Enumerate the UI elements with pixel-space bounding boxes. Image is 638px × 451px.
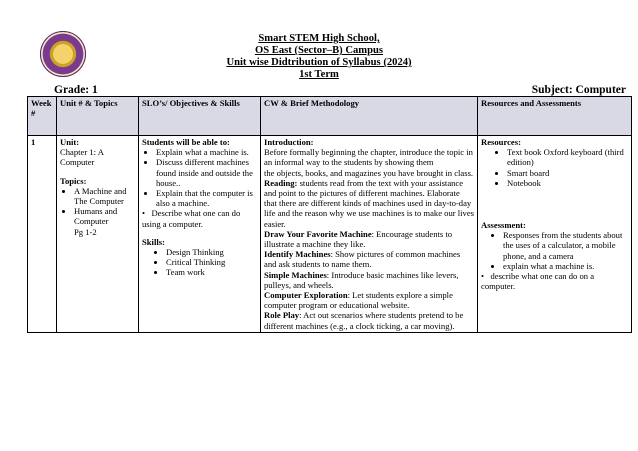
cw-paragraph: Reading: students read from the text with your assistance and point to the pictures of different machines. Elaborate xyxy=(264,177,464,199)
table-row xyxy=(28,136,632,333)
cw-paragraph: the objects, books, and magazines you have brought in class. xyxy=(264,167,474,178)
col-header-unit: Unit # & Topics xyxy=(57,97,139,136)
topics-list xyxy=(60,186,135,227)
list-item: • explain what a machine is. xyxy=(503,261,628,271)
unit-cell xyxy=(57,136,139,333)
campus-name: OS East (Sector–B) Campus xyxy=(254,45,383,56)
cw-paragraph: Computer Exploration: Let students explore a simple computer program or educational website. xyxy=(264,290,453,311)
list-item: • Humans and Computer xyxy=(74,206,135,226)
list-item: • Text book Oxford keyboard (third edition) xyxy=(507,147,628,167)
list-item: • Explain that the computer is also a machine. xyxy=(156,188,257,208)
col-header-week: Week # xyxy=(28,97,57,136)
cw-paragraph: Before formally beginning the chapter, introduce the topic in an informal way to the students by showing them xyxy=(264,147,473,168)
list-item: • Discuss different machines found inside and outside the house.. xyxy=(156,157,257,188)
col-header-resources: Resources and Assessments xyxy=(478,97,632,136)
skills-list xyxy=(142,247,257,278)
slo-list xyxy=(142,147,257,208)
col-header-slo: SLO’s/ Objectives & Skills xyxy=(139,97,261,136)
resources-cell xyxy=(478,136,632,333)
topics-label: Topics: xyxy=(60,175,87,186)
list-item: • Smart board xyxy=(507,168,628,178)
list-item: • Explain what a machine is. xyxy=(156,147,257,157)
list-item: • A Machine and The Computer xyxy=(74,186,135,206)
assessment-label: Assessment: xyxy=(481,220,526,231)
assessment-list xyxy=(481,230,628,271)
slo-extra: • Describe what one can do using a computer. xyxy=(142,208,241,229)
unit-label: Unit: xyxy=(60,137,80,147)
syllabus-table xyxy=(27,96,632,333)
week-cell: 1 xyxy=(28,136,57,333)
pages-label: Pg 1-2 xyxy=(74,226,97,237)
list-item: • Responses from the students about the uses of a calculator, a mobile phone, and a camera xyxy=(503,230,628,261)
resources-label: Resources: xyxy=(481,137,521,147)
cw-paragraph: Role Play: Act out scenarios where students pretend to be different machines (e.g., a clock ticking, a car moving). xyxy=(264,310,464,331)
skills-label: Skills: xyxy=(142,236,165,247)
term-label: 1st Term xyxy=(299,69,339,80)
resources-list xyxy=(481,147,628,188)
slo-cell xyxy=(139,136,261,333)
subject-label: Subject: Computer xyxy=(531,84,626,96)
col-header-cw: CW & Brief Methodology xyxy=(261,97,478,136)
cw-paragraph: Simple Machines: Introduce basic machines like levers, pulleys, and wheels. xyxy=(264,269,459,290)
cw-paragraph: Identify Machines: Show pictures of common machines and ask students to name them. xyxy=(264,249,461,270)
assessment-extra: • describe what one can do on a computer. xyxy=(481,271,595,292)
cw-paragraph: that there are different kinds of machines used in day-to-day life and the reason why we use machines is to make our lives easier. xyxy=(264,198,475,229)
table-header-row xyxy=(28,97,632,136)
list-item: • Team work xyxy=(166,267,257,277)
list-item: • Notebook xyxy=(507,178,628,188)
slo-intro: Students will be able to: xyxy=(142,137,230,147)
grade-label: Grade: 1 xyxy=(54,84,98,96)
document-title: Unit wise Didtribution of Syllabus (2024) xyxy=(226,57,412,68)
cw-paragraph: Introduction: xyxy=(264,137,314,147)
list-item: • Critical Thinking xyxy=(166,257,257,267)
cw-cell xyxy=(261,136,478,333)
cw-paragraph: Draw Your Favorite Machine: Encourage students to illustrate a machine they like. xyxy=(264,228,453,250)
unit-value: Chapter 1: A Computer xyxy=(60,147,104,168)
list-item: • Design Thinking xyxy=(166,247,257,257)
school-name: Smart STEM High School, xyxy=(258,33,380,44)
